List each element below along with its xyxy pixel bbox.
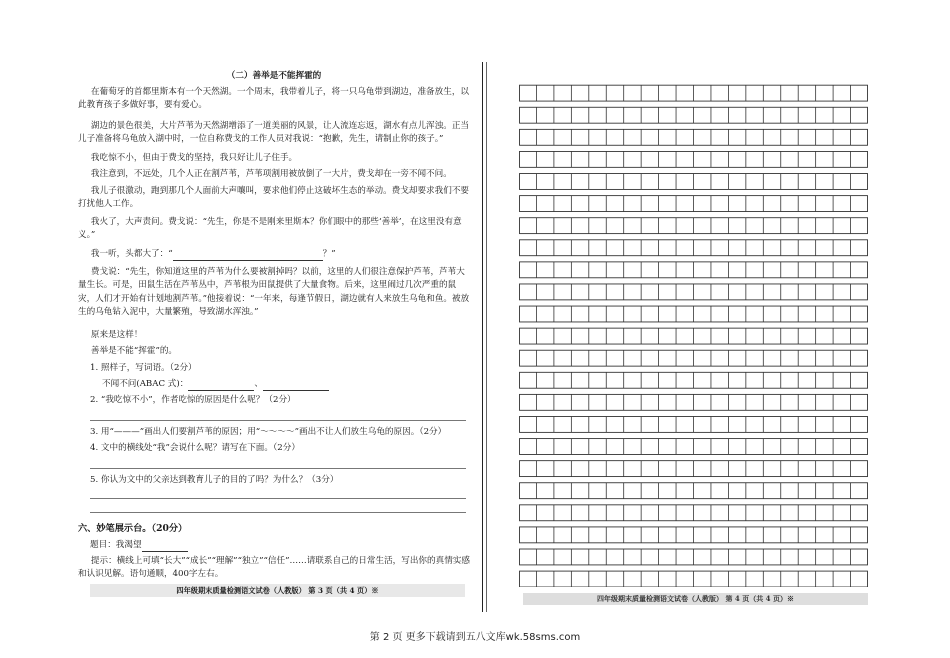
answer-line[interactable] [90, 420, 466, 421]
paragraph-7-end: ？” [322, 249, 336, 259]
page-divider [482, 62, 483, 612]
right-footer-text: 四年级期末质量检测语文试卷（人教版） 第 4 页（共 4 页） [597, 594, 787, 603]
section-title: （二）善举是不能挥霍的 [226, 71, 322, 81]
composition-hint: 提示：横线上可填“长大”“成长”“理解”“独立”“信任”……请联系自己的日常生活，写出你的真情实感和认识见解。语句通顺，400字左右。 [78, 556, 470, 580]
question-2: 2. “我吃惊不小”，作者吃惊的原因是什么呢？（2分） [90, 395, 296, 405]
paragraph-3: 我吃惊不小，但由于费戈的坚持，我只好让儿子住手。 [90, 153, 298, 163]
fill-in-blank[interactable] [173, 251, 323, 261]
paragraph-6: 我火了，大声责问。费戈说：“先生，你是不是刚来里斯本？你们眼中的那些‘善举’，在这里没有意义。” [78, 217, 462, 241]
composition-heading: 六、妙笔展示台。（20分） [78, 523, 188, 534]
paragraph-9: 原来是这样！ [90, 330, 143, 340]
left-footer-text: 四年级期末质量检测语文试卷（人教版） 第 3 页（共 4 页） [176, 586, 372, 595]
answer-blank-2[interactable] [263, 381, 329, 391]
paragraph-7-start: 我一听，头都大了：“ [90, 249, 173, 259]
paragraph-1: 在葡萄牙的首都里斯本有一个天然湖。一个周末，我带着儿子，将一只乌龟带到湖边，准备放生，以此教育孩子多做好事，要有爱心。 [78, 87, 470, 111]
answer-line[interactable] [90, 498, 466, 499]
separator: 、 [254, 379, 263, 389]
page-divider-shadow [486, 62, 487, 612]
bottom-caption: 第 2 页 更多下载请到五八文库wk.58sms.com [369, 632, 581, 643]
topic-blank[interactable] [142, 542, 188, 552]
question-4: 4. 文中的横线处“我”会说什么呢？请写在下面。（2分） [90, 443, 300, 453]
paragraph-2: 湖边的景色很美，大片芦苇为天然湖增添了一道美丽的风景，让人流连忘返，湖水有点儿浑浊。正当儿子准备将乌龟放入湖中时，一位自称费戈的工作人员对我说：“抱歉，先生，请制止你的孩子。” [78, 121, 470, 145]
paragraph-4: 我注意到，不远处，几个人正在割芦苇，芦苇项割用被放倒了一大片，费戈却在一旁不闻不问。 [90, 169, 452, 179]
answer-line[interactable] [90, 468, 466, 469]
question-1: 1. 照样子，写词语。（2分） [90, 363, 197, 373]
question-1-sub-label: 不闻不问(ABAC 式)： [102, 379, 189, 389]
left-page-footer [90, 584, 465, 597]
paragraph-10: 善举是不能“挥霍”的。 [90, 346, 178, 356]
paragraph-5: 我儿子很激动，跑到那几个人面前大声嚷叫，要求他们停止这破坏生态的举动。费戈却要求我们不要打扰他人工作。 [78, 186, 470, 210]
question-1-sub [102, 378, 470, 391]
paragraph-8: 费戈说：“先生，你知道这里的芦苇为什么要被割掉吗？以前，这里的人们很注意保护芦苇，芦苇大量生长。可是，田鼠生活在芦苇丛中，芦苇根为田鼠提供了大量食物。后来，这里闹过几次严重的鼠灾，人们才开始有计划地割芦苇。”他接着说：“一年来，每逢节假日，湖边就有人来放生乌龟和鱼。被放生的乌龟钻入泥中，大量繁殖，导致湖水浑浊。” [78, 267, 470, 317]
grid-squares [519, 79, 868, 587]
composition-topic [90, 539, 470, 552]
question-5: 5. 你认为文中的父亲达到教育儿子的目的了吗？为什么？（3分） [90, 475, 339, 485]
right-footer-mark: ※ [786, 594, 794, 603]
right-page-footer [523, 593, 868, 605]
question-3: 3. 用“———”画出人们要割芦苇的原因；用“～～～～”画出不让人们放生乌龟的原因。（2分） [90, 427, 447, 437]
answer-blank-1[interactable] [188, 381, 254, 391]
paragraph-7 [78, 248, 470, 261]
left-exam-page [78, 66, 470, 608]
left-footer-mark: ※ [371, 586, 379, 595]
answer-line[interactable] [90, 512, 466, 513]
topic-label: 题目：我渴望 [90, 540, 142, 550]
composition-grid-paper[interactable] [519, 79, 868, 587]
